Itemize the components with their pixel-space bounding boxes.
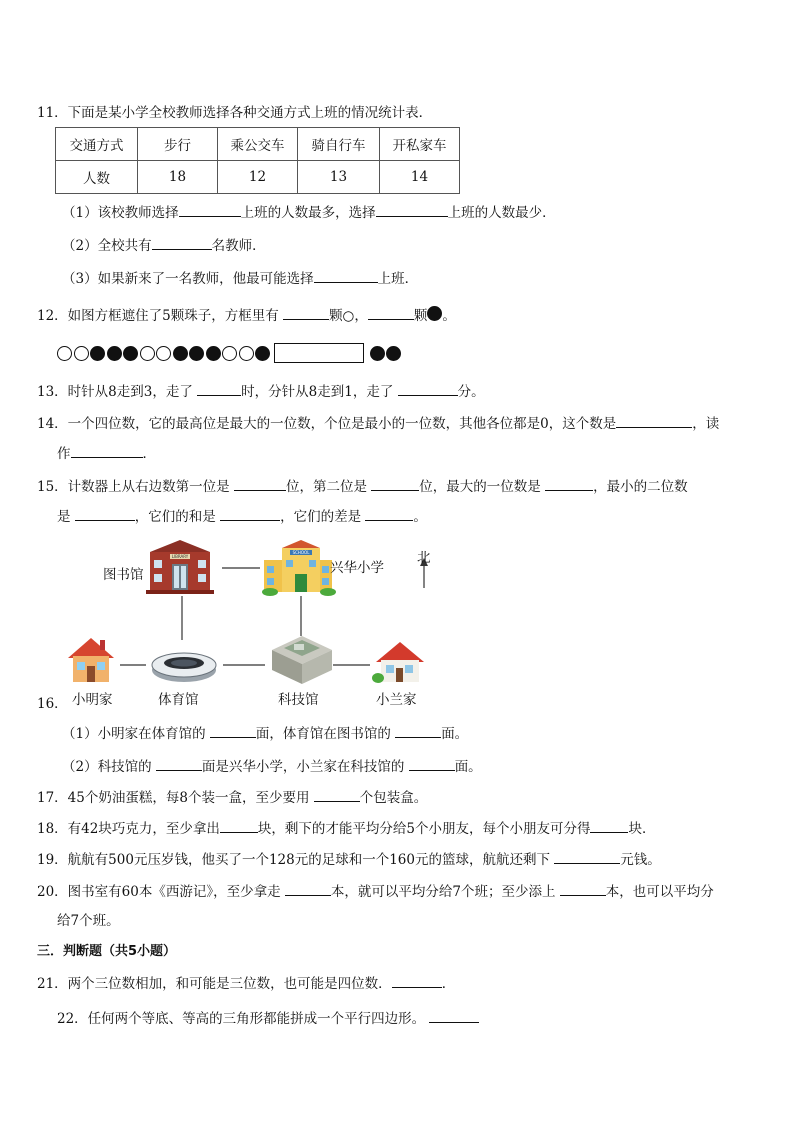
table-cell: 18 bbox=[138, 161, 218, 194]
answer-blank[interactable] bbox=[392, 973, 442, 988]
answer-blank[interactable] bbox=[590, 818, 628, 833]
answer-blank[interactable] bbox=[152, 235, 212, 250]
text: 20．图书室有60本《西游记》，至少拿走 bbox=[37, 884, 285, 900]
q15-line1 bbox=[37, 476, 688, 497]
q12-stem bbox=[37, 305, 456, 326]
answer-blank[interactable] bbox=[234, 476, 286, 491]
text: 上班的人数最少． bbox=[447, 205, 556, 221]
answer-blank[interactable] bbox=[156, 756, 202, 771]
text: ，它们的和是 bbox=[134, 509, 221, 525]
table-cell: 骑自行车 bbox=[298, 128, 380, 161]
text: 颗○， bbox=[329, 308, 368, 324]
school-icon bbox=[262, 540, 336, 596]
beads-after bbox=[370, 346, 403, 361]
white-bead-icon bbox=[57, 346, 72, 361]
q14-line1 bbox=[37, 413, 719, 434]
answer-blank[interactable] bbox=[395, 723, 441, 738]
white-bead-icon bbox=[156, 346, 171, 361]
table-header-row bbox=[56, 128, 460, 161]
text: ，读 bbox=[692, 416, 720, 432]
text: （1）小明家在体育馆的 bbox=[62, 726, 210, 742]
text: （1）该校教师选择 bbox=[62, 205, 179, 221]
table-cell: 14 bbox=[380, 161, 460, 194]
black-bead-icon bbox=[189, 346, 204, 361]
text: 面。 bbox=[454, 759, 482, 775]
black-bead-icon bbox=[123, 346, 138, 361]
q14-line2 bbox=[57, 443, 156, 464]
text: 19．航航有500元压岁钱，他买了一个128元的足球和一个160元的篮球，航航还剩下 bbox=[37, 852, 555, 868]
science-museum-icon bbox=[272, 636, 332, 684]
answer-blank[interactable] bbox=[365, 506, 413, 521]
text: 13．时针从8走到3，走了 bbox=[37, 384, 198, 400]
text: 15．计数器上从右边数第一位是 bbox=[37, 479, 234, 495]
text: （2）科技馆的 bbox=[62, 759, 156, 775]
black-bead-icon bbox=[173, 346, 188, 361]
q20-line1 bbox=[37, 881, 714, 902]
map-label-library: 图书馆 bbox=[103, 567, 144, 583]
text: 面，体育馆在图书馆的 bbox=[255, 726, 396, 742]
text: 面。 bbox=[441, 726, 469, 742]
black-bead-icon bbox=[90, 346, 105, 361]
text: 本，就可以平均分给7个班；至少添上 bbox=[330, 884, 560, 900]
text: ，最小的二位数 bbox=[593, 479, 688, 495]
text: ，它们的差是 bbox=[280, 509, 366, 525]
text: 本，也可以平均分 bbox=[605, 884, 714, 900]
text: 作 bbox=[57, 446, 71, 462]
answer-blank[interactable] bbox=[210, 723, 256, 738]
beads-before bbox=[57, 346, 272, 361]
text: 14．一个四位数，它的最高位是最大的一位数，个位是最小的一位数，其他各位都是0，这个数是 bbox=[37, 416, 617, 432]
answer-blank[interactable] bbox=[197, 381, 241, 396]
text: 位，第二位是 bbox=[285, 479, 372, 495]
text: ． bbox=[142, 446, 156, 462]
q11-part2 bbox=[62, 235, 266, 256]
text: 上班． bbox=[377, 271, 419, 287]
text: 22．任何两个等底、等高的三角形都能拼成一个平行四边形。 bbox=[57, 1011, 430, 1027]
q19 bbox=[37, 849, 661, 870]
q22 bbox=[57, 1008, 479, 1029]
text: 上班的人数最多，选择 bbox=[240, 205, 376, 221]
text: （2）全校共有 bbox=[62, 238, 152, 254]
answer-blank[interactable] bbox=[560, 881, 606, 896]
q11-stem: 11．下面是某小学全校教师选择各种交通方式上班的情况统计表． bbox=[37, 105, 433, 121]
text: 个包装盒。 bbox=[359, 790, 428, 806]
black-bead-icon bbox=[206, 346, 221, 361]
text: 时，分针从8走到1，走了 bbox=[241, 384, 398, 400]
text: 是 bbox=[57, 509, 75, 525]
q20-line2 bbox=[57, 911, 120, 931]
answer-blank[interactable] bbox=[179, 202, 241, 217]
xiaolan-house-icon bbox=[372, 642, 424, 683]
text: ． bbox=[441, 976, 456, 992]
map-label-xiaolan: 小兰家 bbox=[376, 692, 417, 708]
answer-blank[interactable] bbox=[220, 818, 258, 833]
text: （3）如果新来了一名教师，他最可能选择 bbox=[62, 271, 314, 287]
q11-part3 bbox=[62, 268, 418, 289]
text: 面是兴华小学，小兰家在科技馆的 bbox=[201, 759, 409, 775]
table-cell: 13 bbox=[298, 161, 380, 194]
white-bead-icon bbox=[239, 346, 254, 361]
q16-part1 bbox=[62, 723, 468, 744]
black-bead-icon bbox=[386, 346, 401, 361]
black-bead-icon bbox=[370, 346, 385, 361]
answer-blank[interactable] bbox=[71, 443, 143, 458]
white-bead-icon bbox=[140, 346, 155, 361]
text: 颗 bbox=[413, 308, 428, 324]
q15-line2 bbox=[57, 506, 427, 527]
answer-blank[interactable] bbox=[314, 268, 378, 283]
table-cell: 步行 bbox=[138, 128, 218, 161]
text: 给7个班。 bbox=[57, 913, 120, 929]
covering-box bbox=[274, 343, 364, 363]
table-cell: 乘公交车 bbox=[218, 128, 298, 161]
answer-blank[interactable] bbox=[314, 787, 360, 802]
table-cell: 12 bbox=[218, 161, 298, 194]
q17 bbox=[37, 787, 427, 808]
table-cell: 交通方式 bbox=[56, 128, 138, 161]
q16-number: 16． bbox=[37, 696, 68, 712]
white-bead-icon bbox=[74, 346, 89, 361]
bead-row bbox=[57, 343, 403, 363]
text: 。 bbox=[413, 509, 427, 525]
q13 bbox=[37, 381, 485, 402]
q16-part2 bbox=[62, 756, 482, 777]
text: 名教师． bbox=[211, 238, 266, 254]
text: 21．两个三位数相加，和可能是三位数，也可能是四位数． bbox=[37, 976, 392, 992]
black-bead-icon bbox=[427, 306, 442, 321]
answer-blank[interactable] bbox=[285, 881, 331, 896]
q18 bbox=[37, 818, 655, 839]
text: 18．有42块巧克力，至少拿出 bbox=[37, 821, 220, 837]
map-label-xiaoming: 小明家 bbox=[72, 692, 113, 708]
text: 位，最大的一位数是 bbox=[419, 479, 546, 495]
answer-blank[interactable] bbox=[283, 305, 329, 320]
black-bead-icon bbox=[107, 346, 122, 361]
library-icon bbox=[146, 540, 214, 594]
library-sign: LIBRARY bbox=[171, 554, 189, 559]
q21 bbox=[37, 973, 455, 994]
answer-blank[interactable] bbox=[409, 756, 455, 771]
black-bead-icon bbox=[255, 346, 270, 361]
school-sign: SCHOOL bbox=[292, 550, 310, 555]
answer-blank[interactable] bbox=[429, 1008, 479, 1023]
white-bead-icon bbox=[222, 346, 237, 361]
answer-blank[interactable] bbox=[368, 305, 414, 320]
text: 块，剩下的才能平均分给5个小朋友，每个小朋友可分得 bbox=[257, 821, 591, 837]
transport-stats-table bbox=[55, 127, 460, 194]
map-label-school: 兴华小学 bbox=[330, 560, 384, 576]
answer-blank[interactable] bbox=[398, 381, 458, 396]
answer-blank[interactable] bbox=[616, 413, 692, 428]
stadium-icon bbox=[152, 653, 216, 682]
answer-blank[interactable] bbox=[554, 849, 620, 864]
answer-blank[interactable] bbox=[376, 202, 448, 217]
map-label-science: 科技馆 bbox=[278, 692, 319, 708]
answer-blank[interactable] bbox=[220, 506, 280, 521]
answer-blank[interactable] bbox=[75, 506, 135, 521]
text: 12．如图方框遮住了5颗珠子，方框里有 bbox=[37, 308, 284, 324]
text: 。 bbox=[442, 308, 456, 324]
table-cell: 开私家车 bbox=[380, 128, 460, 161]
text: 17．45个奶油蛋糕，每8个装一盒，至少要用 bbox=[37, 790, 314, 806]
section-heading: 三．判断题（共5小题） bbox=[37, 944, 177, 959]
answer-blank[interactable] bbox=[371, 476, 419, 491]
text: 分。 bbox=[457, 384, 485, 400]
table-row bbox=[56, 161, 460, 194]
answer-blank[interactable] bbox=[545, 476, 593, 491]
text: 块． bbox=[628, 821, 656, 837]
map-label-stadium: 体育馆 bbox=[158, 692, 199, 708]
map-label-north: 北 bbox=[417, 550, 431, 566]
xiaoming-house-icon bbox=[68, 638, 114, 682]
q11-part1 bbox=[62, 202, 556, 223]
table-cell: 人数 bbox=[56, 161, 138, 194]
text: 元钱。 bbox=[620, 852, 661, 868]
